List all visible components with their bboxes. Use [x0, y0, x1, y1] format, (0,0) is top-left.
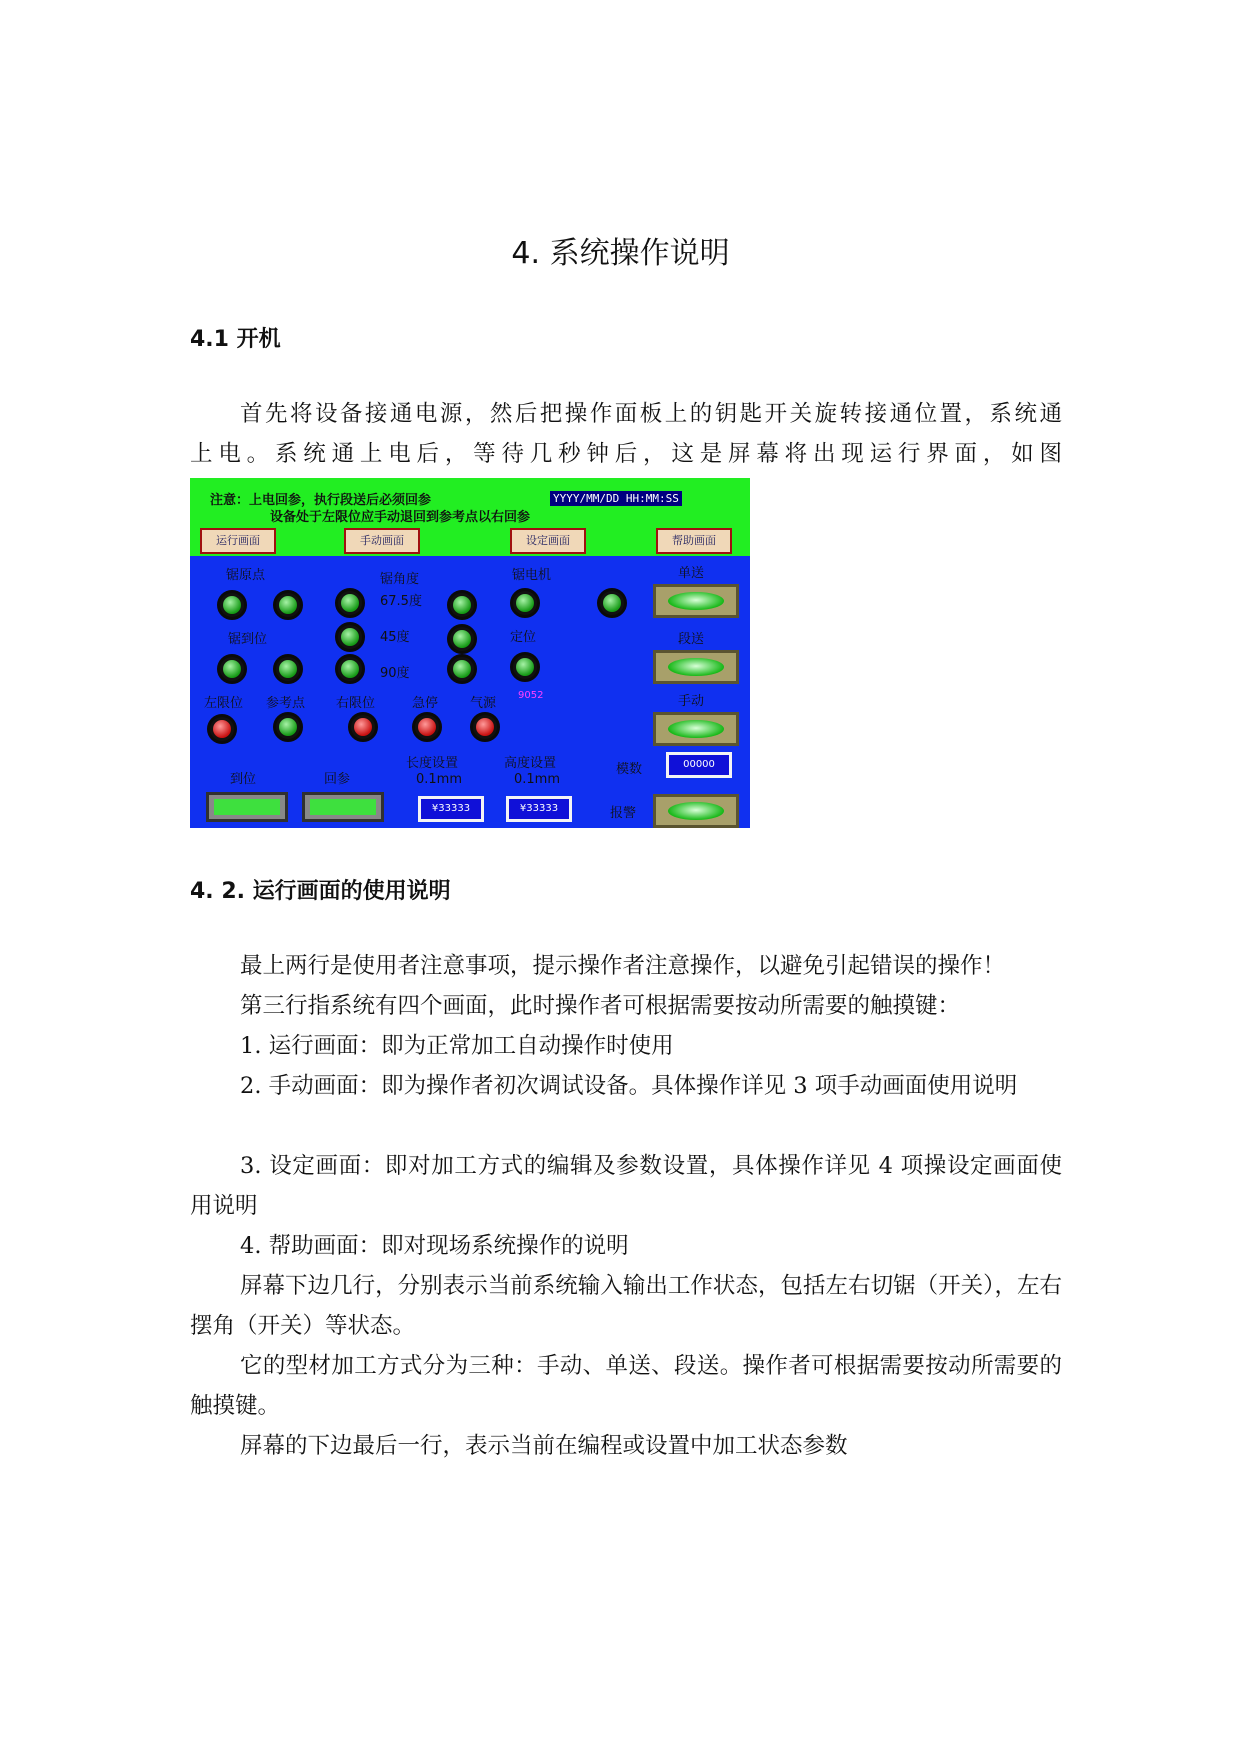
- height-setting-label: 高度设置: [504, 756, 557, 771]
- usage-line-5: 3. 设定画面：即对加工方式的编辑及参数设置，具体操作详见 4 项操设定画面使用说明: [190, 1153, 1062, 1219]
- saw-origin-label: 锯原点: [226, 568, 266, 583]
- manual-screen-button[interactable]: 手动画面: [344, 528, 420, 554]
- saw-in-place-lamp-1: [217, 654, 247, 684]
- angle-45-lamp: [335, 622, 365, 652]
- saw-in-place-label: 锯到位: [228, 632, 268, 647]
- hmi-run-screen: [190, 478, 750, 828]
- hmi-datetime: YYYY/MM/DD HH:MM:SS: [550, 491, 682, 506]
- mode-value-field[interactable]: 00000: [666, 752, 732, 778]
- angle-90-label: 90度: [380, 666, 410, 681]
- alarm-switch[interactable]: [653, 794, 739, 828]
- height-value-field[interactable]: ¥33333: [506, 796, 572, 822]
- usage-line-3: 1. 运行画面：即为正常加工自动操作时使用: [240, 1033, 674, 1059]
- left-limit-lamp: [207, 714, 237, 744]
- usage-line-2: 第三行指系统有四个画面，此时操作者可根据需要按动所需要的触摸键：: [240, 993, 961, 1019]
- alarm-label: 报警: [610, 806, 637, 821]
- angle-675-lamp: [335, 588, 365, 618]
- positioning-lamp: [510, 652, 540, 682]
- usage-line-7: 屏幕下边几行，分别表示当前系统输入输出工作状态，包括左右切锯（开关），左右摆角（开关）等状态。: [190, 1273, 1062, 1339]
- mode-label: 模数: [616, 762, 643, 777]
- single-feed-label: 单送: [678, 566, 705, 581]
- homing-button[interactable]: [302, 792, 384, 822]
- saw-origin-lamp-2: [273, 590, 303, 620]
- usage-line-1: 最上两行是使用者注意事项，提示操作者注意操作，以避免引起错误的操作！: [240, 953, 1006, 979]
- reference-point-label: 参考点: [266, 696, 306, 711]
- length-unit-label: 0.1mm: [416, 772, 463, 787]
- saw-motor-lamp-2: [597, 588, 627, 618]
- hmi-notice-line2: 设备处于左限位应手动退回到参考点以右回参: [270, 510, 531, 525]
- run-screen-button[interactable]: 运行画面: [200, 528, 276, 554]
- angle-lamp-right-1: [447, 590, 477, 620]
- air-source-lamp: [470, 712, 500, 742]
- segment-feed-switch[interactable]: [653, 650, 739, 684]
- usage-line-8: 它的型材加工方式分为三种：手动、单送、段送。操作者可根据需要按动所需要的触摸键。: [190, 1353, 1062, 1419]
- startup-paragraph-line1: 首先将设备接通电源，然后把操作面板上的钥匙开关旋转接通位置，系统通: [240, 401, 1062, 427]
- manual-label: 手动: [678, 694, 705, 709]
- saw-origin-lamp-1: [217, 590, 247, 620]
- angle-90-lamp: [335, 654, 365, 684]
- help-screen-button[interactable]: 帮助画面: [656, 528, 732, 554]
- emergency-stop-lamp: [412, 712, 442, 742]
- usage-line-9: 屏幕的下边最后一行，表示当前在编程或设置中加工状态参数: [240, 1433, 848, 1459]
- in-place-label: 到位: [230, 772, 257, 787]
- angle-45-label: 45度: [380, 630, 410, 645]
- reference-point-lamp: [273, 712, 303, 742]
- section-heading-startup: 4.1 开机: [190, 327, 281, 352]
- positioning-label: 定位: [510, 630, 537, 645]
- angle-675-label: 67.5度: [380, 594, 422, 609]
- angle-lamp-right-3: [447, 654, 477, 684]
- section-heading-run-screen: 4. 2. 运行画面的使用说明: [190, 879, 451, 904]
- usage-line-6: 4. 帮助画面：即对现场系统操作的说明: [240, 1233, 629, 1259]
- saw-angle-label: 锯角度: [380, 572, 420, 587]
- homing-label: 回参: [324, 772, 351, 787]
- height-unit-label: 0.1mm: [514, 772, 561, 787]
- left-limit-label: 左限位: [204, 696, 244, 711]
- single-feed-switch[interactable]: [653, 584, 739, 618]
- angle-lamp-right-2: [447, 624, 477, 654]
- saw-motor-lamp-1: [510, 588, 540, 618]
- air-source-label: 气源: [470, 696, 497, 711]
- startup-paragraph-line2: 上电。系统通上电后，等待几秒钟后，这是屏幕将出现运行界面，如图: [190, 441, 1062, 467]
- length-value-field[interactable]: ¥33333: [418, 796, 484, 822]
- length-setting-label: 长度设置: [406, 756, 459, 771]
- manual-switch[interactable]: [653, 712, 739, 746]
- saw-in-place-lamp-2: [273, 654, 303, 684]
- right-limit-lamp: [348, 712, 378, 742]
- segment-feed-label: 段送: [678, 632, 705, 647]
- saw-motor-label: 锯电机: [512, 568, 552, 583]
- page-title: 4. 系统操作说明: [511, 236, 730, 271]
- hmi-notice-line1: 注意：上电回参，执行段送后必须回参: [210, 493, 432, 508]
- in-place-button[interactable]: [206, 792, 288, 822]
- setting-screen-button[interactable]: 设定画面: [510, 528, 586, 554]
- emergency-stop-label: 急停: [412, 696, 439, 711]
- right-limit-label: 右限位: [336, 696, 376, 711]
- usage-line-4: 2. 手动画面：即为操作者初次调试设备。具体操作详见 3 项手动画面使用说明: [240, 1073, 1018, 1099]
- status-code-value: 9052: [518, 690, 544, 701]
